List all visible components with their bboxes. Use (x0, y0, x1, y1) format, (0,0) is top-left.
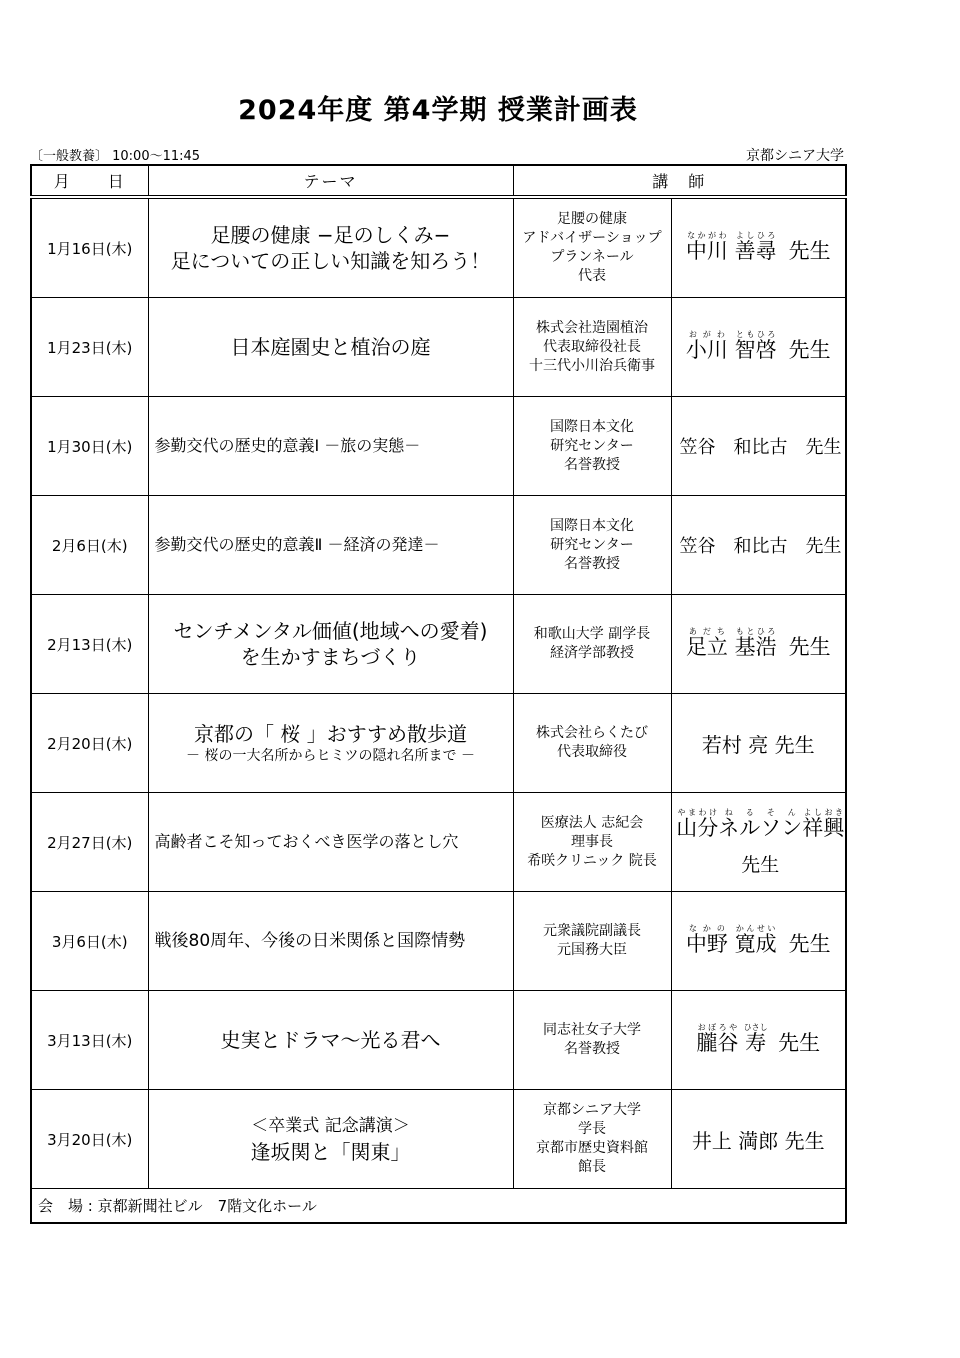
lecturer-name: 笠谷 和比古 先生 (671, 496, 846, 595)
lecture-theme: 日本庭園史と植治の庭 (148, 298, 513, 397)
lecturer-name: 小川おがわ 智啓ともひろ先生 (671, 298, 846, 397)
lecture-theme: 足腰の健康 −足のしくみ− 足についての正しい知識を知ろう！ (148, 197, 513, 298)
lecturer-affiliation: 国際日本文化 研究センター 名誉教授 (513, 397, 671, 496)
table-row (31, 793, 846, 892)
lecture-theme: 戦後80周年、今後の日米関係と国際情勢 (148, 892, 513, 991)
header-theme: テーマ (148, 165, 513, 197)
page-title: 2024年度 第4学期 授業計画表 (238, 95, 638, 126)
lecturer-affiliation: 和歌山大学 副学長 経済学部教授 (513, 595, 671, 694)
table-row (31, 991, 846, 1090)
lecturer-name: 中野なかの 寛成かんせい先生 (671, 892, 846, 991)
table-row (31, 1090, 846, 1189)
school-name: 京都シニア大学 (746, 148, 844, 164)
table-row (31, 197, 846, 298)
lecture-theme: 史実とドラマ～光る君へ (148, 991, 513, 1090)
lecturer-affiliation: 国際日本文化 研究センター 名誉教授 (513, 496, 671, 595)
header-date: 月 日 (31, 165, 148, 197)
lecturer-affiliation: 京都シニア大学 学長 京都市歴史資料館 館長 (513, 1090, 671, 1189)
table-row (31, 496, 846, 595)
lecture-date: 2月20日(木) (31, 694, 148, 793)
lecture-date: 1月23日(木) (31, 298, 148, 397)
lecturer-affiliation: 同志社女子大学 名誉教授 (513, 991, 671, 1090)
lecture-theme: 参勤交代の歴史的意義Ⅰ －旅の実態－ (148, 397, 513, 496)
lecture-date: 3月6日(木) (31, 892, 148, 991)
header-lecturer: 講 師 (513, 165, 846, 197)
lecture-theme: 高齢者こそ知っておくべき医学の落とし穴 (148, 793, 513, 892)
venue-row (31, 1189, 846, 1224)
lecture-theme: センチメンタル価値(地域への愛着) を生かすまちづくり (148, 595, 513, 694)
lecture-date: 3月13日(木) (31, 991, 148, 1090)
lecturer-name: 朧谷おぼろや 寿ひさし先生 (671, 991, 846, 1090)
lecture-date: 1月30日(木) (31, 397, 148, 496)
lecture-date: 1月16日(木) (31, 197, 148, 298)
lecture-theme: 京都の「 桜 」おすすめ散歩道 － 桜の一大名所からヒミツの隠れ名所まで － (148, 694, 513, 793)
lecturer-name: 中川なかがわ 善尋よしひろ先生 (671, 197, 846, 298)
lecturer-affiliation: 元衆議院副議長 元国務大臣 (513, 892, 671, 991)
lecture-theme: ＜卒業式 記念講演＞ 逢坂関と「関東」 (148, 1090, 513, 1189)
table-header-row (31, 165, 846, 197)
table-row (31, 595, 846, 694)
lecturer-name: 若村 亮 先生 (671, 694, 846, 793)
course-category: 〔一般教養〕 10:00〜11:45 (30, 149, 201, 164)
schedule-table (30, 164, 847, 1224)
table-row (31, 892, 846, 991)
lecture-date: 2月27日(木) (31, 793, 148, 892)
table-row (31, 298, 846, 397)
lecture-date: 2月13日(木) (31, 595, 148, 694)
lecturer-affiliation: 株式会社造園植治 代表取締役社長 十三代小川治兵衛事 (513, 298, 671, 397)
table-row (31, 397, 846, 496)
lecture-date: 3月20日(木) (31, 1090, 148, 1189)
lecture-theme: 参勤交代の歴史的意義Ⅱ －経済の発達－ (148, 496, 513, 595)
lecturer-name: 山分やまわけネルソンねるそん祥興よしおき 先生 (671, 793, 846, 892)
lecture-date: 2月6日(木) (31, 496, 148, 595)
lecturer-affiliation: 株式会社らくたび 代表取締役 (513, 694, 671, 793)
lecturer-name: 足立あだち 基浩もとひろ先生 (671, 595, 846, 694)
venue-text: 会 場 : 京都新聞社ビル 7階文化ホール (31, 1189, 846, 1224)
lecturer-affiliation: 足腰の健康 アドバイザーショップ プランネール 代表 (513, 197, 671, 298)
lecturer-name: 井上 満郎 先生 (671, 1090, 846, 1189)
lecturer-name: 笠谷 和比古 先生 (671, 397, 846, 496)
table-row (31, 694, 846, 793)
lecturer-affiliation: 医療法人 志紀会 理事長 希咲クリニック 院長 (513, 793, 671, 892)
